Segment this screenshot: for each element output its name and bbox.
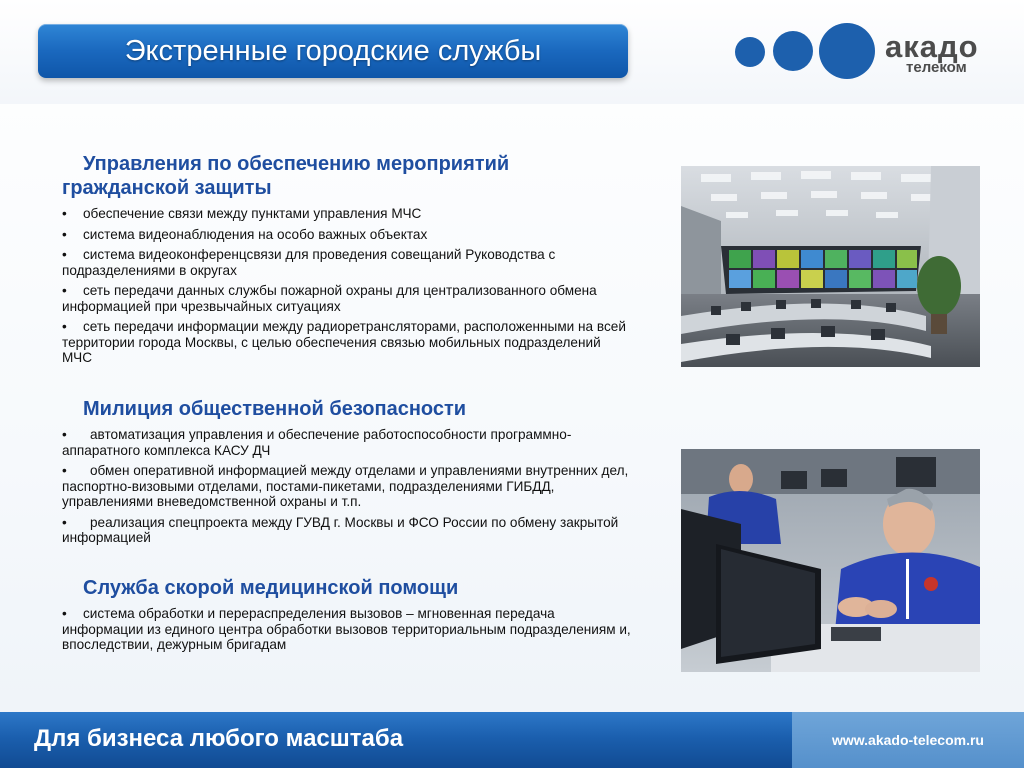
- footer-url[interactable]: www.akado-telecom.ru: [832, 732, 984, 748]
- list-item: • обеспечение связи между пунктами управления МЧС: [62, 206, 422, 221]
- bullet-list: [62, 206, 632, 366]
- list-item: • обмен оперативной информацией между отделами и управлениями внутренних дел, паспортно-визовыми отделами, постами-пикетами, подразделениями ГИБДД, управлениями вневедомственной охраны и т.п.: [62, 463, 629, 509]
- list-item: • сеть передачи информации между радиоретрансляторами, расположенными на всей территории города Москвы, с целью обеспечения связью мобильных подразделений МЧС: [62, 319, 626, 365]
- section-civil-defense: [62, 152, 632, 371]
- section-title: Управления по обеспечению мероприятий гражданской защиты: [62, 153, 510, 199]
- list-item: • автоматизация управления и обеспечение работоспособности программно-аппаратного комплекса КАСУ ДЧ: [62, 427, 572, 458]
- logo-subtitle: телеком: [906, 59, 967, 76]
- footer-slogan: Для бизнеса любого масштаба: [34, 725, 404, 752]
- section-ambulance: [62, 576, 632, 658]
- logo-name: акадо: [885, 29, 979, 64]
- list-item: • система видеоконференцсвязи для проведения совещаний Руководства с подразделениями в округах: [62, 247, 556, 278]
- list-item: • система обработки и перераспределения вызовов – мгновенная передача информации из единого центра обработки вызовов территориальным подразделениям и, впоследствии, дежурным бригадам: [62, 606, 631, 652]
- footer-bar: [0, 712, 1024, 768]
- section-title: Милиция общественной безопасности: [83, 398, 467, 420]
- section-title: Служба скорой медицинской помощи: [83, 577, 459, 599]
- footer-url-box[interactable]: [792, 712, 1024, 768]
- list-item: • сеть передачи данных службы пожарной охраны для централизованного обмена информацией при чрезвычайных ситуациях: [62, 283, 597, 314]
- bullet-list: [62, 427, 632, 546]
- operators-photo: [681, 449, 980, 672]
- akado-logo: [735, 22, 997, 82]
- section-police: [62, 397, 632, 551]
- logo-dot-small: [735, 37, 765, 67]
- list-item: • реализация спецпроекта между ГУВД г. Москвы и ФСО России по обмену закрытой информацией: [62, 514, 619, 545]
- page-title-bar: [38, 24, 628, 78]
- logo-dot-large: [819, 23, 875, 79]
- control-room-photo: [681, 166, 980, 367]
- bullet-list: [62, 606, 632, 653]
- page-title: Экстренные городские службы: [124, 34, 542, 67]
- logo-dot-medium: [773, 31, 813, 71]
- list-item: • система видеонаблюдения на особо важных объектах: [62, 226, 428, 242]
